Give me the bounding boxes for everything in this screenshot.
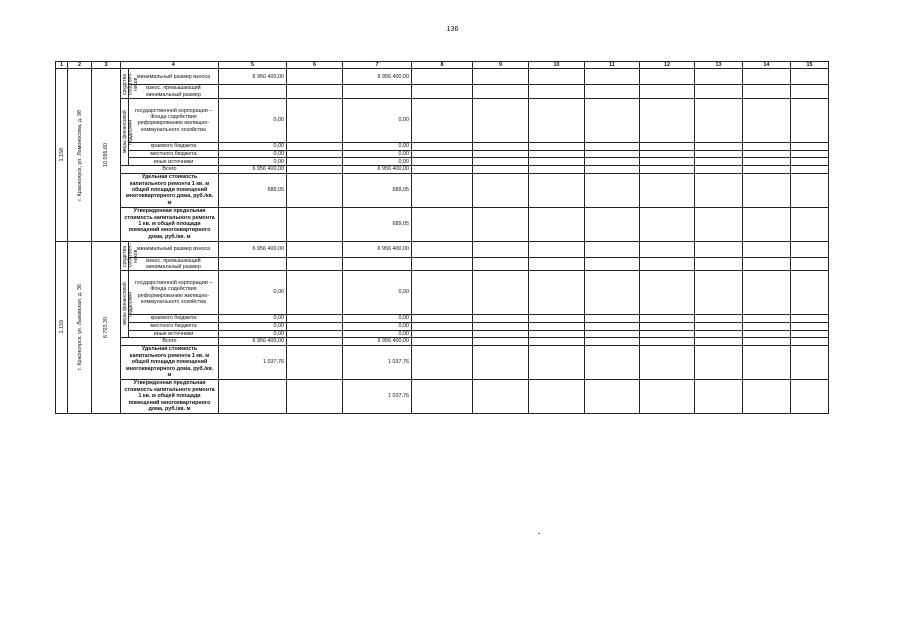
value-col7: 6 956 400,00 [343, 241, 412, 257]
row-label: государственной корпорации – Фонда содействия реформированию жилищно-коммунального хозяйства [129, 271, 219, 314]
row-label: Всего [121, 338, 219, 345]
value-col6 [287, 150, 343, 158]
value-col12 [640, 241, 695, 257]
value-col11 [585, 379, 640, 413]
column-header: 6 [287, 62, 343, 69]
value-col15 [791, 99, 829, 142]
group-support-text: меры финансовой поддержки [122, 283, 134, 326]
value-col13 [695, 241, 743, 257]
table-row [56, 314, 829, 322]
value-col9 [473, 330, 529, 338]
value-col13 [695, 142, 743, 150]
row-label: Удельная стоимость капитального ремонта 1 кв. м общей площади помещений многоквартирного дома, руб./кв. м [121, 173, 219, 207]
column-header: 1 [56, 62, 68, 69]
value-col6 [287, 345, 343, 379]
value-col12 [640, 271, 695, 314]
value-col10 [529, 166, 585, 173]
value-col13 [695, 379, 743, 413]
value-col8 [412, 241, 473, 257]
table-row [56, 338, 829, 345]
value-col9 [473, 207, 529, 241]
row-label: взнос, превышающий минимальный размер [129, 85, 219, 99]
value-col11 [585, 330, 640, 338]
value-col13 [695, 322, 743, 330]
value-col9 [473, 173, 529, 207]
row-label: Утвержденная предельная стоимость капитального ремонта 1 кв. м общей площади помещений многоквартирного дома, руб./кв. м [121, 207, 219, 241]
group-owners-funds [121, 241, 140, 271]
value-col7: 0,00 [343, 150, 412, 158]
value-col5: 0,00 [219, 322, 287, 330]
value-col7 [343, 257, 412, 271]
value-col5 [219, 85, 287, 99]
value-col6 [287, 158, 343, 166]
value-col15 [791, 322, 829, 330]
value-col14 [743, 166, 791, 173]
value-col10 [529, 257, 585, 271]
value-col14 [743, 150, 791, 158]
value-col13 [695, 69, 743, 85]
value-col10 [529, 85, 585, 99]
value-col15 [791, 338, 829, 345]
value-col10 [529, 207, 585, 241]
value-col9 [473, 345, 529, 379]
row-area-text: 10 095,60 [103, 143, 109, 167]
value-col5: 0,00 [219, 271, 287, 314]
value-col7: 0,00 [343, 142, 412, 150]
value-col13 [695, 345, 743, 379]
value-col11 [585, 257, 640, 271]
value-col13 [695, 150, 743, 158]
value-col14 [743, 99, 791, 142]
value-col12 [640, 99, 695, 142]
value-col13 [695, 158, 743, 166]
row-label: государственной корпорации – Фонда содействия реформированию жилищно-коммунального хозяйства [129, 99, 219, 142]
table-row [56, 379, 829, 413]
value-col13 [695, 338, 743, 345]
row-label: местного бюджета [129, 322, 219, 330]
value-col7: 1 037,76 [343, 345, 412, 379]
scan-speck [538, 533, 540, 534]
value-col15 [791, 314, 829, 322]
value-col9 [473, 379, 529, 413]
row-area [92, 69, 121, 241]
value-col8 [412, 379, 473, 413]
value-col5: 689,05 [219, 173, 287, 207]
value-col8 [412, 173, 473, 207]
value-col10 [529, 322, 585, 330]
value-col7: 689,05 [343, 207, 412, 241]
value-col6 [287, 314, 343, 322]
value-col10 [529, 314, 585, 322]
value-col13 [695, 257, 743, 271]
value-col11 [585, 150, 640, 158]
table-row [56, 158, 829, 166]
value-col12 [640, 69, 695, 85]
value-col10 [529, 241, 585, 257]
value-col14 [743, 257, 791, 271]
repair-financing-table [55, 61, 829, 414]
table-row [56, 69, 829, 85]
group-support-text: меры финансовой поддержки [122, 110, 134, 154]
table-row [56, 142, 829, 150]
value-col15 [791, 257, 829, 271]
value-col10 [529, 99, 585, 142]
value-col10 [529, 69, 585, 85]
value-col8 [412, 271, 473, 314]
value-col10 [529, 271, 585, 314]
value-col11 [585, 99, 640, 142]
value-col5: 0,00 [219, 99, 287, 142]
column-header: 12 [640, 62, 695, 69]
value-col10 [529, 158, 585, 166]
row-label: местного бюджета [129, 150, 219, 158]
column-header: 15 [791, 62, 829, 69]
value-col9 [473, 322, 529, 330]
value-col5: 0,00 [219, 158, 287, 166]
value-col14 [743, 207, 791, 241]
value-col12 [640, 322, 695, 330]
value-col11 [585, 338, 640, 345]
value-col15 [791, 85, 829, 99]
value-col8 [412, 85, 473, 99]
value-col14 [743, 322, 791, 330]
value-col6 [287, 338, 343, 345]
value-col7: 0,00 [343, 330, 412, 338]
value-col7 [343, 85, 412, 99]
value-col13 [695, 99, 743, 142]
value-col15 [791, 241, 829, 257]
row-number [56, 69, 68, 241]
value-col5: 6 956 400,00 [219, 241, 287, 257]
value-col7: 6 956 400,00 [343, 69, 412, 85]
value-col6 [287, 257, 343, 271]
group-owners-funds [121, 69, 140, 99]
value-col9 [473, 158, 529, 166]
column-header: 5 [219, 62, 287, 69]
value-col14 [743, 379, 791, 413]
value-col8 [412, 345, 473, 379]
value-col8 [412, 99, 473, 142]
value-col5 [219, 207, 287, 241]
value-col7: 6 956 400,00 [343, 166, 412, 173]
value-col8 [412, 207, 473, 241]
value-col5: 6 956 400,00 [219, 69, 287, 85]
value-col10 [529, 338, 585, 345]
value-col14 [743, 241, 791, 257]
value-col11 [585, 142, 640, 150]
value-col6 [287, 85, 343, 99]
value-col12 [640, 142, 695, 150]
value-col15 [791, 166, 829, 173]
value-col10 [529, 142, 585, 150]
value-col9 [473, 314, 529, 322]
group-owners-funds-text: средства собствен-ников [122, 72, 140, 96]
value-col13 [695, 85, 743, 99]
value-col14 [743, 338, 791, 345]
value-col12 [640, 207, 695, 241]
group-support [121, 99, 134, 166]
value-col12 [640, 150, 695, 158]
value-col7: 0,00 [343, 314, 412, 322]
row-label: минимальный размер взноса [129, 241, 219, 257]
value-col10 [529, 150, 585, 158]
value-col12 [640, 166, 695, 173]
value-col6 [287, 166, 343, 173]
column-header: 11 [585, 62, 640, 69]
table-row [56, 207, 829, 241]
value-col9 [473, 271, 529, 314]
column-header: 2 [68, 62, 92, 69]
row-address [68, 69, 92, 241]
value-col11 [585, 314, 640, 322]
value-col8 [412, 330, 473, 338]
column-header: 4 [129, 62, 219, 69]
value-col6 [287, 330, 343, 338]
value-col6 [287, 142, 343, 150]
value-col12 [640, 173, 695, 207]
table-row [56, 99, 829, 142]
column-header-row [56, 62, 829, 69]
value-col9 [473, 257, 529, 271]
value-col5: 0,00 [219, 150, 287, 158]
table-row [56, 150, 829, 158]
value-col11 [585, 207, 640, 241]
value-col7: 1 037,76 [343, 379, 412, 413]
column-header: 9 [473, 62, 529, 69]
row-number-text: 1.158 [58, 148, 65, 162]
value-col14 [743, 85, 791, 99]
value-col8 [412, 166, 473, 173]
value-col8 [412, 314, 473, 322]
value-col14 [743, 158, 791, 166]
column-header: 14 [743, 62, 791, 69]
row-label: минимальный размер взноса [129, 69, 219, 85]
value-col8 [412, 158, 473, 166]
value-col14 [743, 271, 791, 314]
value-col9 [473, 142, 529, 150]
value-col8 [412, 338, 473, 345]
value-col6 [287, 379, 343, 413]
value-col9 [473, 241, 529, 257]
value-col7: 689,05 [343, 173, 412, 207]
value-col11 [585, 158, 640, 166]
value-col6 [287, 69, 343, 85]
table-row [56, 241, 829, 257]
row-label: иные источники [129, 158, 219, 166]
value-col15 [791, 330, 829, 338]
value-col13 [695, 207, 743, 241]
value-col6 [287, 99, 343, 142]
value-col9 [473, 99, 529, 142]
group-support [121, 271, 134, 338]
table-row [56, 85, 829, 99]
value-col5: 0,00 [219, 330, 287, 338]
value-col9 [473, 69, 529, 85]
row-number-text: 1.159 [58, 320, 65, 334]
value-col8 [412, 142, 473, 150]
column-header: 8 [412, 62, 473, 69]
value-col11 [585, 345, 640, 379]
value-col7: 6 956 400,00 [343, 338, 412, 345]
column-header: 13 [695, 62, 743, 69]
value-col7: 0,00 [343, 99, 412, 142]
value-col7: 0,00 [343, 158, 412, 166]
value-col11 [585, 173, 640, 207]
column-header [121, 62, 129, 69]
value-col14 [743, 69, 791, 85]
table-row [56, 271, 829, 314]
value-col6 [287, 241, 343, 257]
value-col11 [585, 271, 640, 314]
value-col7: 0,00 [343, 322, 412, 330]
row-area [92, 241, 121, 413]
value-col14 [743, 142, 791, 150]
table-row [56, 330, 829, 338]
value-col8 [412, 322, 473, 330]
value-col15 [791, 173, 829, 207]
value-col13 [695, 271, 743, 314]
value-col9 [473, 150, 529, 158]
value-col12 [640, 85, 695, 99]
group-owners-funds-text: средства собствен-ников [122, 244, 140, 268]
value-col5: 6 956 400,00 [219, 338, 287, 345]
value-col12 [640, 158, 695, 166]
value-col6 [287, 271, 343, 314]
column-header: 3 [92, 62, 121, 69]
value-col15 [791, 271, 829, 314]
table-row [56, 173, 829, 207]
value-col6 [287, 322, 343, 330]
value-col5 [219, 257, 287, 271]
value-col7: 0,00 [343, 271, 412, 314]
value-col8 [412, 150, 473, 158]
value-col15 [791, 142, 829, 150]
row-label: иные источники [129, 330, 219, 338]
table-row [56, 345, 829, 379]
row-label: взнос, превышающий минимальный размер [129, 257, 219, 271]
row-address-text: г. Красноярск, ул. Львовская, д. 36 [76, 284, 83, 371]
value-col15 [791, 158, 829, 166]
value-col5: 6 956 400,00 [219, 166, 287, 173]
value-col13 [695, 173, 743, 207]
row-number [56, 241, 68, 413]
value-col13 [695, 330, 743, 338]
row-label: Удельная стоимость капитального ремонта 1 кв. м общей площади помещений многоквартирного дома, руб./кв. м [121, 345, 219, 379]
value-col12 [640, 330, 695, 338]
value-col9 [473, 85, 529, 99]
row-label: Утвержденная предельная стоимость капитального ремонта 1 кв. м общей площади помещений многоквартирного дома, руб./кв. м [121, 379, 219, 413]
value-col11 [585, 69, 640, 85]
value-col8 [412, 69, 473, 85]
value-col14 [743, 330, 791, 338]
row-address [68, 241, 92, 413]
value-col10 [529, 330, 585, 338]
value-col14 [743, 345, 791, 379]
value-col6 [287, 207, 343, 241]
value-col11 [585, 85, 640, 99]
row-label: Всего [121, 166, 219, 173]
row-label: краевого бюджета [129, 314, 219, 322]
value-col13 [695, 314, 743, 322]
value-col5: 0,00 [219, 314, 287, 322]
value-col12 [640, 338, 695, 345]
value-col11 [585, 322, 640, 330]
value-col12 [640, 257, 695, 271]
column-header: 7 [343, 62, 412, 69]
value-col15 [791, 345, 829, 379]
value-col11 [585, 166, 640, 173]
column-header: 10 [529, 62, 585, 69]
value-col12 [640, 345, 695, 379]
value-col5: 0,00 [219, 142, 287, 150]
value-col15 [791, 150, 829, 158]
table-row [56, 257, 829, 271]
value-col15 [791, 207, 829, 241]
value-col15 [791, 69, 829, 85]
value-col9 [473, 166, 529, 173]
value-col13 [695, 166, 743, 173]
value-col5: 1 037,76 [219, 345, 287, 379]
value-col14 [743, 314, 791, 322]
value-col5 [219, 379, 287, 413]
value-col9 [473, 338, 529, 345]
value-col6 [287, 173, 343, 207]
value-col10 [529, 379, 585, 413]
value-col8 [412, 257, 473, 271]
table-row [56, 322, 829, 330]
value-col14 [743, 173, 791, 207]
value-col10 [529, 345, 585, 379]
value-col12 [640, 314, 695, 322]
value-col10 [529, 173, 585, 207]
value-col12 [640, 379, 695, 413]
row-address-text: г. Красноярск, ул. Ломоносова, д. 98 [76, 109, 83, 201]
value-col15 [791, 379, 829, 413]
page-number: 136 [446, 26, 459, 33]
row-label: краевого бюджета [129, 142, 219, 150]
value-col11 [585, 241, 640, 257]
table-row [56, 166, 829, 173]
row-area-text: 6 703,30 [103, 316, 109, 338]
